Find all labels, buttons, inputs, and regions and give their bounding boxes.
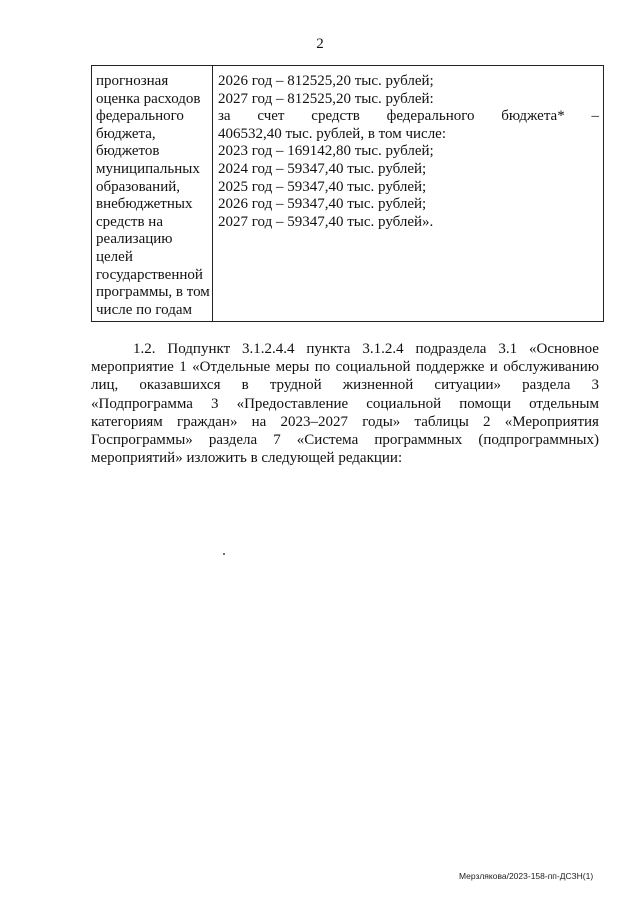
paragraph-word: «Система [296, 432, 359, 449]
paragraph-word: 3 [211, 395, 219, 412]
paragraph-line [91, 376, 599, 394]
table-label-line: муниципальных [96, 160, 200, 177]
federal-year-line: 2026 год – 59347,40 тыс. рублей; [218, 196, 427, 213]
table-label-line: бюджета, [96, 125, 156, 142]
table-label-line: прогнозная [96, 73, 169, 89]
paragraph-word: жизненной [342, 377, 414, 394]
table-label-line: внебюджетных [96, 196, 193, 213]
funding-table [91, 65, 604, 322]
paragraph-line [91, 358, 599, 376]
federal-budget-word: федерального [386, 108, 475, 125]
paragraph-word: раздела [208, 432, 258, 449]
federal-budget-total: 406532,40 тыс. рублей, в том числе: [218, 125, 447, 142]
paragraph-word: в [241, 377, 249, 394]
federal-year-line: 2024 год – 59347,40 тыс. рублей; [218, 160, 427, 177]
paragraph-word: ситуации» [434, 377, 502, 394]
paragraph-word: подраздела [415, 341, 487, 357]
paragraph-word: пункта [306, 341, 351, 357]
page-number: 2 [316, 36, 324, 52]
amendment-paragraph [91, 340, 599, 467]
paragraph-word: социальной [335, 359, 411, 376]
table-label-line: федерального [96, 108, 184, 125]
paragraph-word: граждан» [176, 413, 238, 430]
federal-budget-word: – [591, 108, 599, 125]
table-label-line: реализацию [96, 231, 173, 248]
paragraph-word: обслуживанию [503, 359, 599, 376]
paragraph-word: программных [374, 432, 463, 449]
table-label-line: государственной [96, 266, 203, 283]
paragraph-word: мероприятие [91, 359, 174, 376]
federal-budget-word: бюджета* [501, 108, 565, 125]
paragraph-word: по [314, 359, 331, 376]
table-label-line: оценка расходов [96, 90, 201, 107]
paragraph-word: отдельным [529, 395, 599, 412]
paragraph-word: «Предоставление [236, 395, 349, 412]
federal-year-line: 2025 год – 59347,40 тыс. рублей; [218, 178, 427, 195]
paragraph-word: 3.1 [498, 341, 518, 357]
table-label-line: средств на [96, 213, 163, 230]
federal-budget-word: счет [257, 108, 285, 125]
table-value-cell [213, 66, 603, 321]
paragraph-word: «Мероприятия [504, 413, 599, 430]
paragraph-word: лиц, [91, 377, 119, 394]
federal-years-list [218, 143, 599, 231]
paragraph-line [91, 395, 599, 413]
paragraph-word: 3.1.2.4 [362, 341, 404, 357]
paragraph-word: меры [275, 359, 310, 376]
paragraph-word: социальной [366, 395, 442, 412]
amount-2026-line: 2026 год – 812525,20 тыс. рублей; [218, 73, 434, 89]
paragraph-word: помощи [459, 395, 512, 412]
paragraph-word: оказавшихся [139, 377, 221, 394]
table-label-cell [92, 66, 213, 321]
paragraph-line [91, 431, 599, 449]
table-label-line: программы, в том [96, 284, 210, 301]
paragraph-word: 2023–2027 [280, 413, 349, 430]
federal-year-line: 2023 год – 169142,80 тыс. рублей; [218, 143, 434, 160]
paragraph-word: Госпрограммы» [91, 432, 193, 449]
paragraph-word: 3 [591, 377, 599, 394]
paragraph-word: трудной [269, 377, 322, 394]
amount-2027-line: 2027 год – 812525,20 тыс. рублей: [218, 90, 434, 107]
table-label-line: образований, [96, 178, 181, 195]
table-label-line: целей [96, 248, 133, 265]
paragraph-word: категориям [91, 413, 163, 430]
paragraph-word: поддержке [415, 359, 485, 376]
paragraph-word: 7 [273, 432, 281, 449]
table-label-line: бюджетов [96, 143, 160, 160]
paragraph-word: (подпрограммных) [478, 432, 599, 449]
federal-budget-word: средств [311, 108, 360, 125]
paragraph-last-line: мероприятий» изложить в следующей редакции: [91, 450, 403, 467]
federal-budget-word: за [218, 108, 231, 125]
scan-speck [223, 553, 225, 555]
paragraph-word: 1.2. [133, 341, 156, 357]
paragraph-word: «Отдельные [192, 359, 271, 376]
paragraph-line [91, 340, 599, 358]
paragraph-word: и [489, 359, 498, 376]
document-reference: Мерзлякова/2023-158-пп-ДСЗН(1) [459, 871, 594, 881]
paragraph-line [91, 413, 599, 431]
paragraph-word: 2 [483, 413, 491, 430]
paragraph-word: таблицы [414, 413, 469, 430]
federal-budget-line [218, 108, 599, 126]
paragraph-word: 1 [179, 359, 187, 376]
federal-year-line: 2027 год – 59347,40 тыс. рублей». [218, 213, 434, 230]
paragraph-word: раздела [522, 377, 571, 394]
paragraph-word: 3.1.2.4.4 [242, 341, 295, 357]
paragraph-word: годы» [362, 413, 401, 430]
paragraph-word: «Подпрограмма [91, 395, 193, 412]
table-label-line: числе по годам [96, 301, 193, 318]
paragraph-word: на [251, 413, 267, 430]
paragraph-word: Подпункт [167, 341, 231, 357]
paragraph-word: «Основное [529, 341, 599, 357]
